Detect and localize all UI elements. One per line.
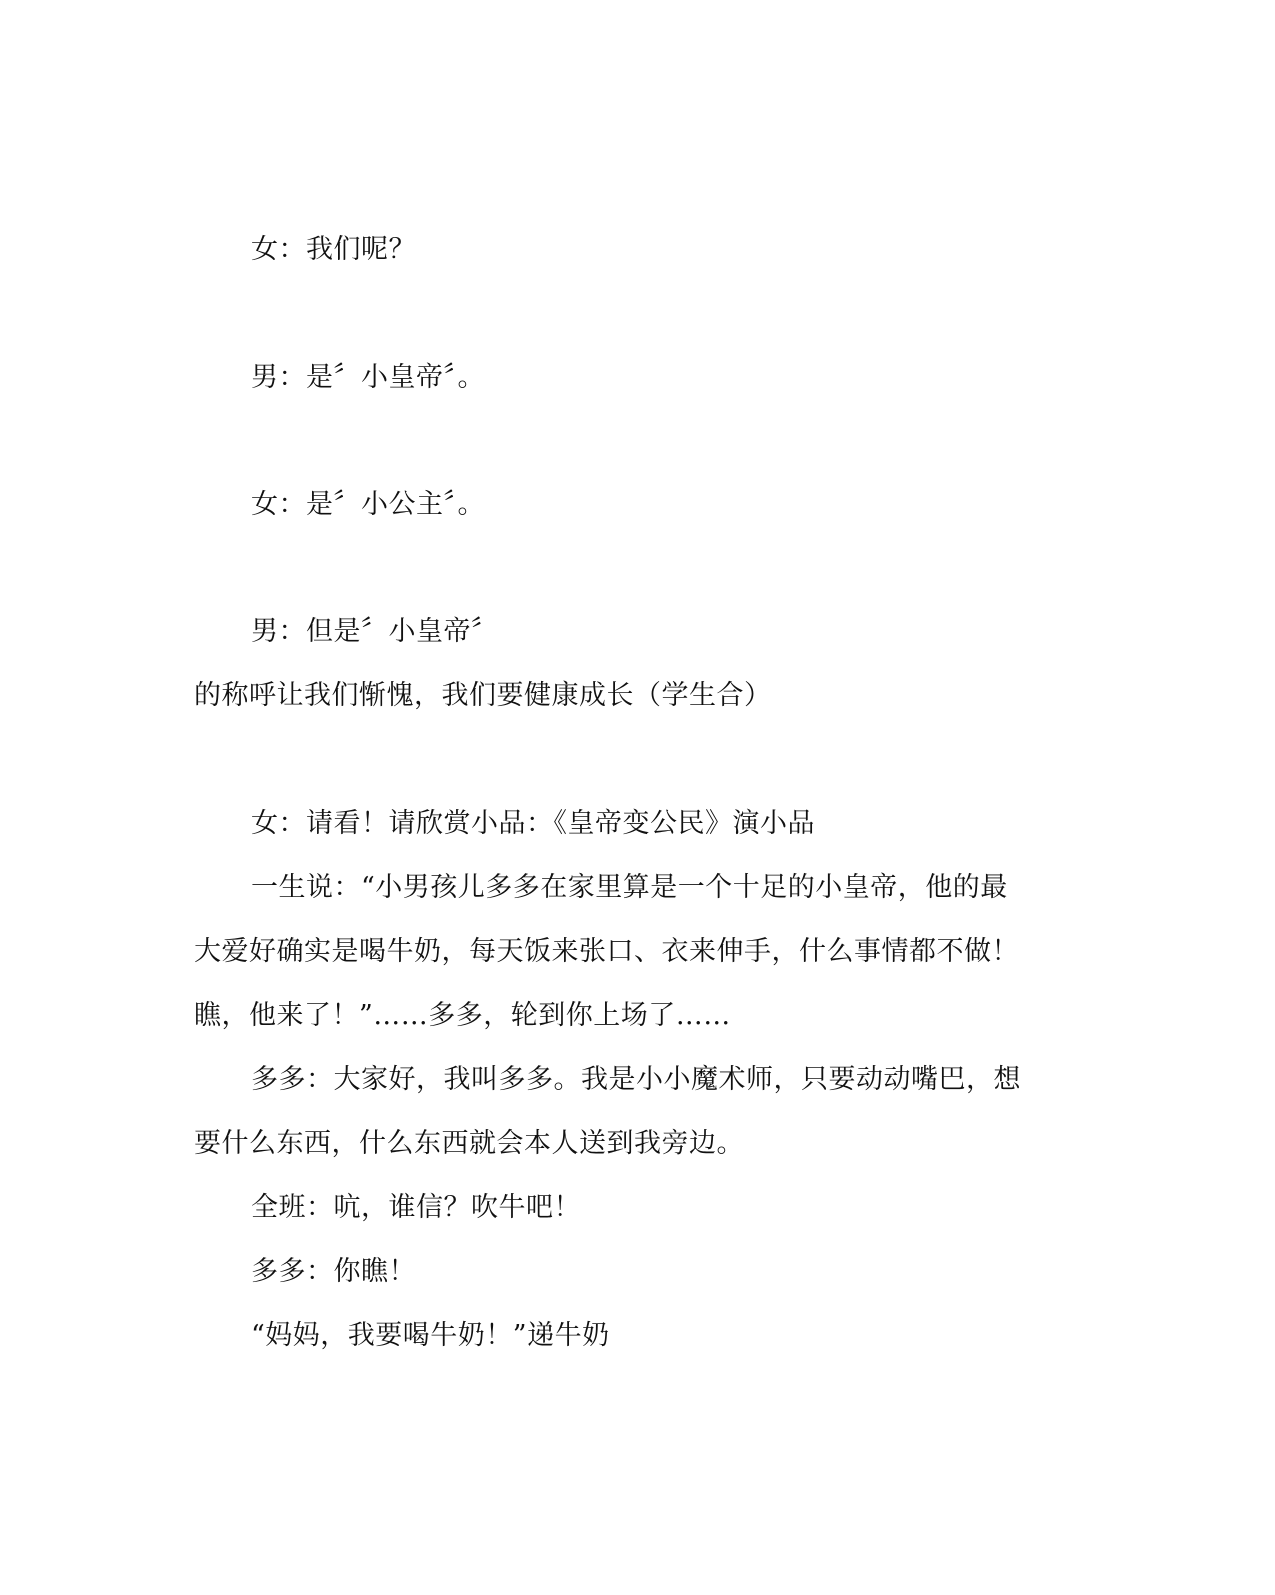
dialogue-line: 男：但是〞小皇帝〞	[251, 616, 499, 647]
dialogue-line: 女：请看！请欣赏小品：《皇帝变公民》演小品	[251, 808, 815, 839]
dialogue-line-continuation: 的称呼让我们惭愧，我们要健康成长（学生合）	[194, 680, 772, 711]
narration-line: 一生说：“小男孩儿多多在家里算是一个十足的小皇帝，他的最	[251, 872, 1008, 903]
dialogue-line: 女：我们呢？	[251, 234, 416, 265]
dialogue-line: 男：是〞小皇帝〞。	[251, 362, 485, 393]
dialogue-line: 多多：大家好，我叫多多。我是小小魔术师，只要动动嘴巴，想	[251, 1064, 1021, 1095]
narration-line-continuation: 瞧，他来了！”……多多，轮到你上场了……	[194, 1000, 731, 1031]
dialogue-line: 多多：你瞧！	[251, 1256, 416, 1287]
dialogue-line: 全班：吭，谁信？吹牛吧！	[251, 1192, 581, 1223]
narration-line-continuation: 大爱好确实是喝牛奶，每天饭来张口、衣来伸手，什么事情都不做！	[194, 936, 1019, 967]
dialogue-line-continuation: 要什么东西，什么东西就会本人送到我旁边。	[194, 1128, 744, 1159]
dialogue-line: 女：是〞小公主〞。	[251, 489, 485, 520]
dialogue-line: “妈妈，我要喝牛奶！”递牛奶	[251, 1320, 610, 1351]
